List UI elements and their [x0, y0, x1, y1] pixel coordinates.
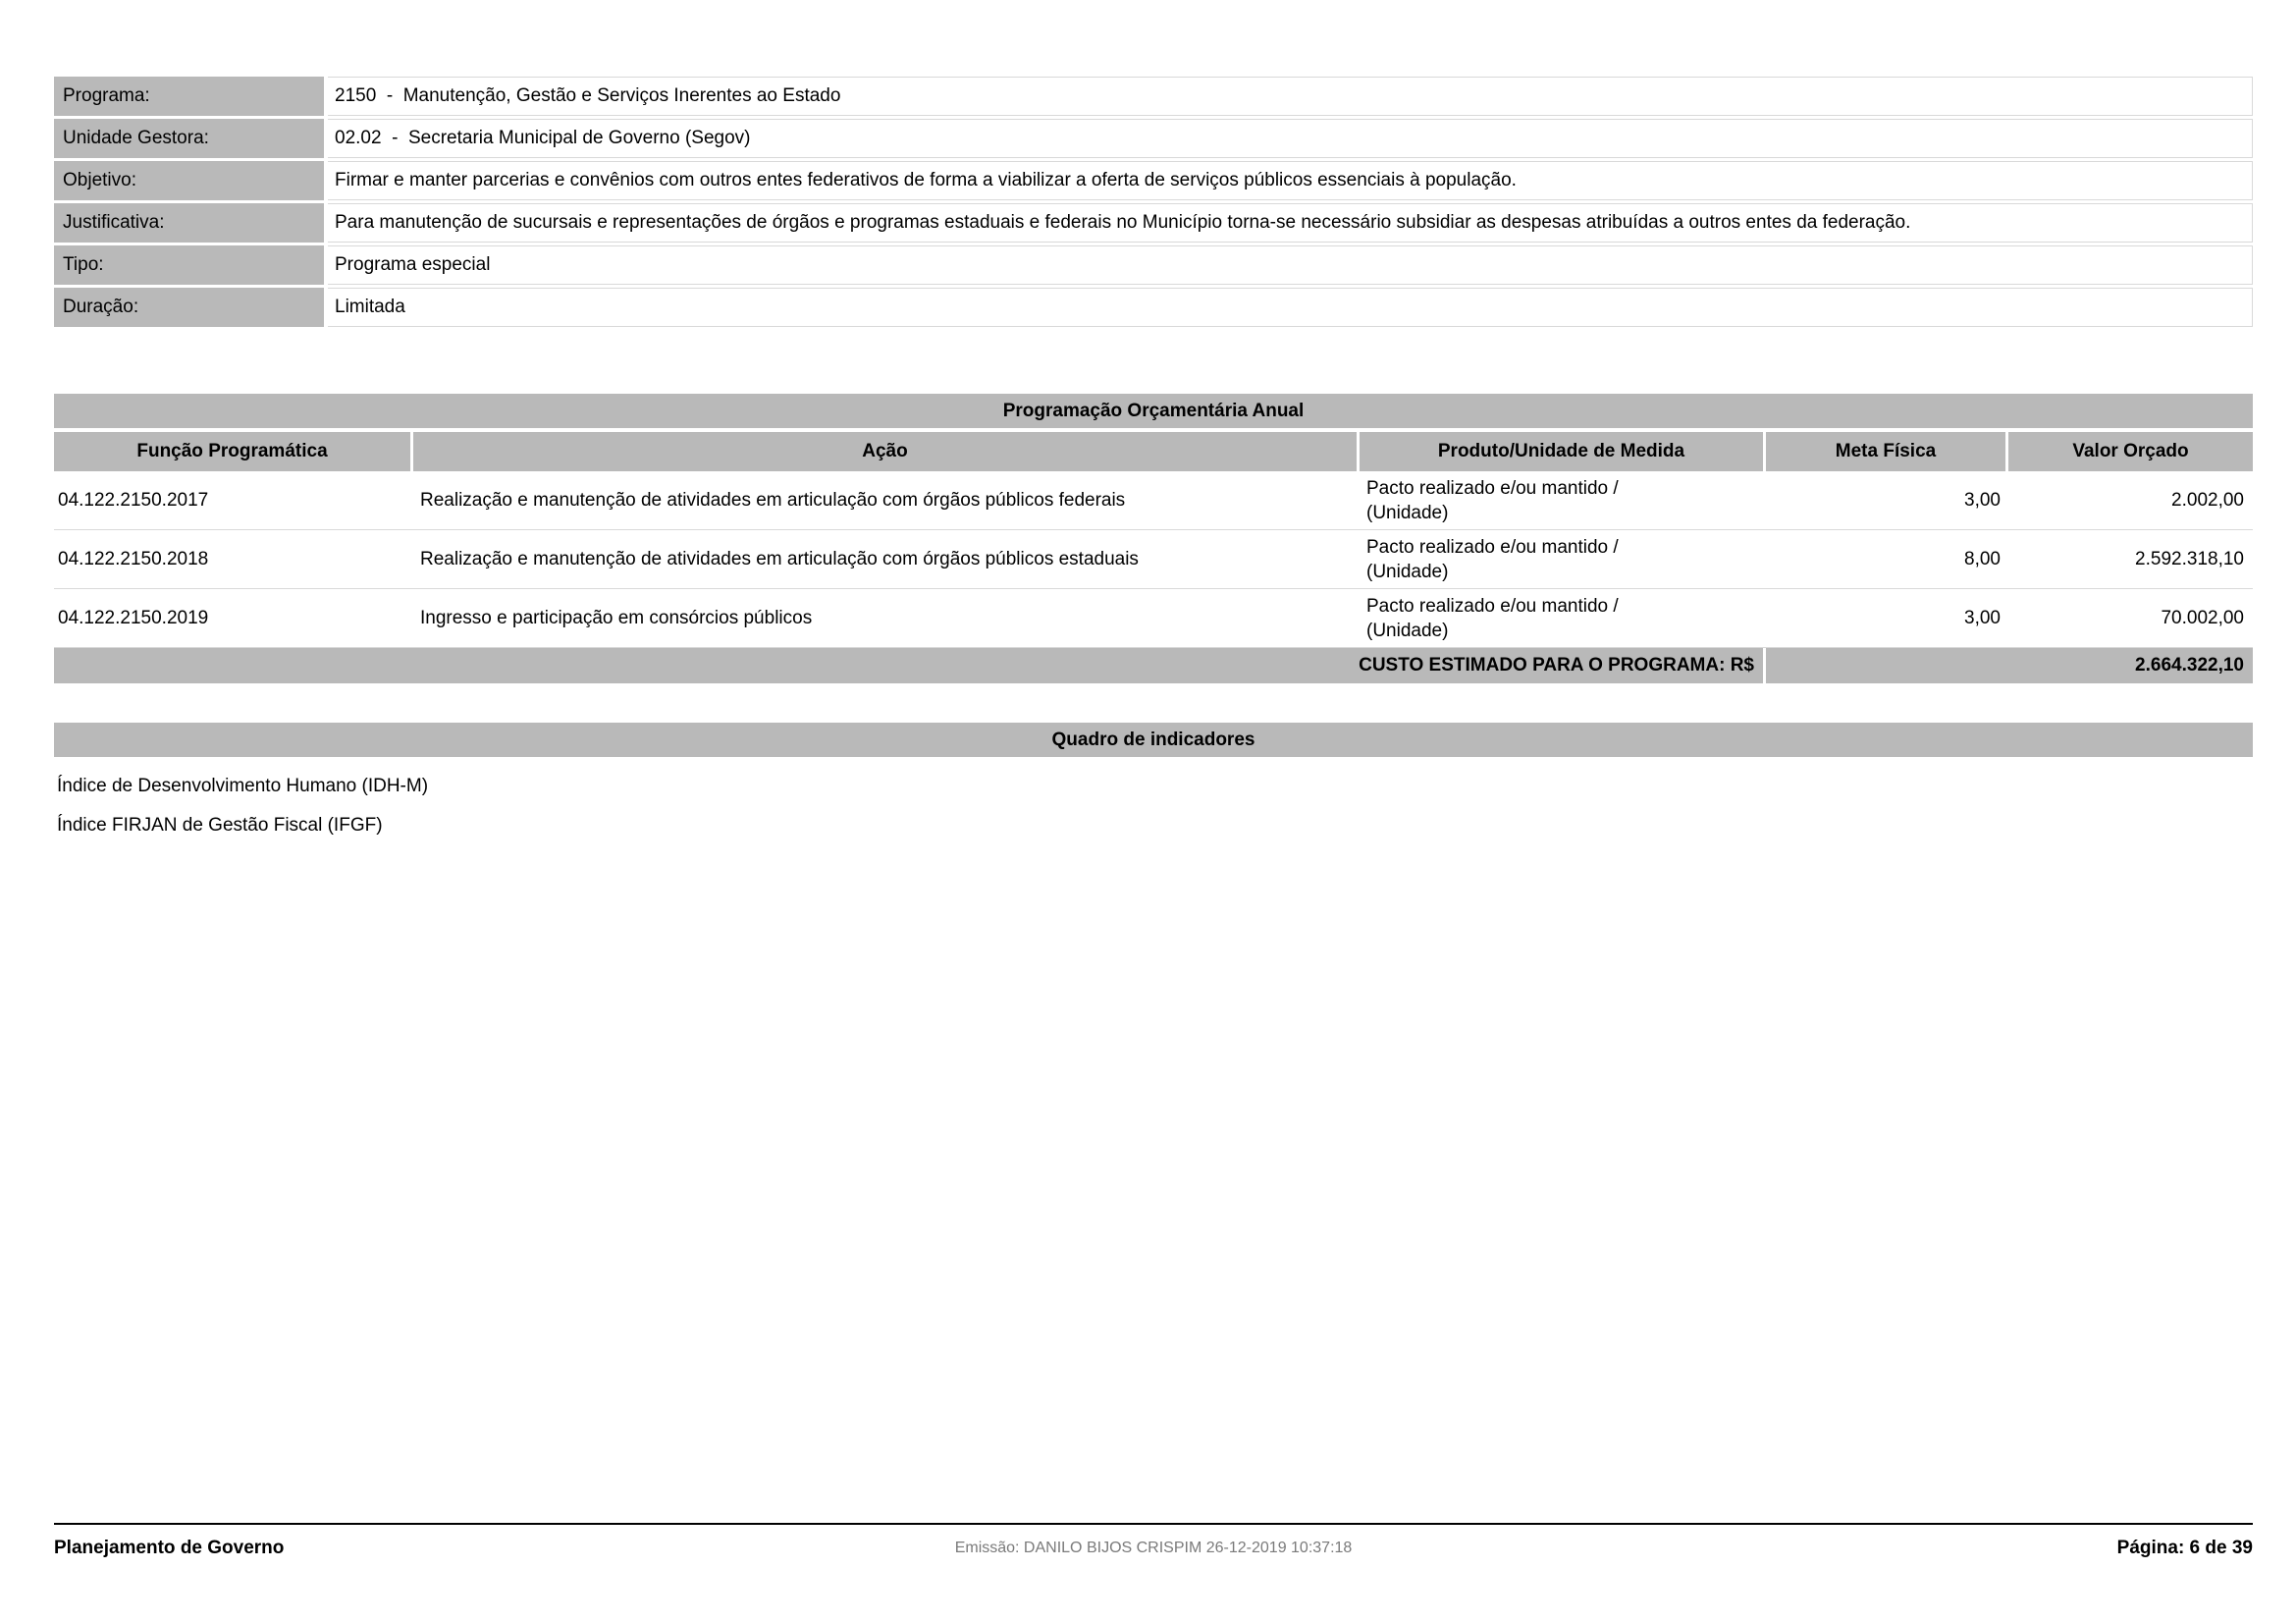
cell-produto [1360, 535, 1766, 584]
cell-meta: 3,00 [1964, 607, 2001, 628]
cell-meta: 8,00 [1964, 548, 2001, 569]
budget-table-header [54, 432, 2253, 471]
budget-total-row [54, 648, 2253, 683]
produto-line-1: Pacto realizado e/ou mantido / [1366, 536, 1619, 558]
cell-funcao: 04.122.2150.2018 [58, 548, 209, 569]
indicators-section [54, 723, 2253, 845]
indicator-list [54, 767, 2253, 845]
footer-report-name: Planejamento de Governo [54, 1538, 285, 1558]
info-value-programa: 2150 - Manutenção, Gestão e Serviços Inerentes ao Estado [328, 77, 2253, 116]
cell-meta: 3,00 [1964, 489, 2001, 511]
cell-produto [1360, 476, 1766, 525]
report-content [54, 0, 2253, 845]
list-item: Índice FIRJAN de Gestão Fiscal (IFGF) [57, 815, 383, 836]
info-value-unidade-gestora: 02.02 - Secretaria Municipal de Governo (Segov) [328, 119, 2253, 158]
col-header-produto-unidade: Produto/Unidade de Medida [1360, 432, 1766, 471]
info-label-objetivo: Objetivo: [54, 161, 324, 200]
info-label-unidade-gestora: Unidade Gestora: [54, 119, 324, 158]
budget-section-title: Programação Orçamentária Anual [54, 394, 2253, 428]
produto-line-2: (Unidade) [1366, 620, 1449, 641]
col-header-meta-fisica: Meta Física [1766, 432, 2008, 471]
info-value-tipo: Programa especial [328, 245, 2253, 285]
table-row [54, 530, 2253, 589]
cell-valor: 70.002,00 [2161, 607, 2244, 628]
info-value-justificativa: Para manutenção de sucursais e representações de órgãos e programas estaduais e federais no Município torna-se necessário subsidiar as despesas atribuídas a outros entes da federação. [328, 203, 2253, 243]
budget-section [54, 394, 2253, 683]
info-value-objetivo: Firmar e manter parcerias e convênios com outros entes federativos de forma a viabilizar a oferta de serviços públicos essenciais à população. [328, 161, 2253, 200]
info-value-duracao: Limitada [328, 288, 2253, 327]
produto-line-1: Pacto realizado e/ou mantido / [1366, 477, 1619, 499]
cell-valor: 2.592.318,10 [2135, 548, 2244, 569]
produto-line-1: Pacto realizado e/ou mantido / [1366, 595, 1619, 617]
col-header-valor-orcado: Valor Orçado [2008, 432, 2253, 471]
info-label-programa: Programa: [54, 77, 324, 116]
total-cost-value: 2.664.322,10 [1766, 648, 2253, 683]
col-header-funcao-programatica: Função Programática [54, 432, 413, 471]
cell-acao: Realização e manutenção de atividades em articulação com órgãos públicos federais [420, 489, 1126, 511]
footer-page-number: Página: 6 de 39 [2116, 1538, 2253, 1558]
cell-acao: Realização e manutenção de atividades em articulação com órgãos públicos estaduais [420, 548, 1139, 569]
col-header-acao: Ação [413, 432, 1360, 471]
table-row [54, 471, 2253, 530]
produto-line-2: (Unidade) [1366, 502, 1449, 523]
list-item: Índice de Desenvolvimento Humano (IDH-M) [57, 776, 429, 796]
table-row [54, 589, 2253, 648]
indicators-section-title: Quadro de indicadores [54, 723, 2253, 757]
page-footer [54, 1523, 2253, 1559]
program-info-table [54, 77, 2253, 327]
footer-emission-info: Emissão: DANILO BIJOS CRISPIM 26-12-2019 10:37:18 [954, 1540, 1353, 1556]
cell-acao: Ingresso e participação em consórcios públicos [420, 607, 813, 628]
produto-line-2: (Unidade) [1366, 561, 1449, 582]
total-cost-label: CUSTO ESTIMADO PARA O PROGRAMA: R$ [54, 648, 1766, 683]
cell-funcao: 04.122.2150.2019 [58, 607, 209, 628]
cell-funcao: 04.122.2150.2017 [58, 489, 209, 511]
info-label-justificativa: Justificativa: [54, 203, 324, 243]
cell-produto [1360, 594, 1766, 643]
info-label-duracao: Duração: [54, 288, 324, 327]
info-label-tipo: Tipo: [54, 245, 324, 285]
footer-row [54, 1538, 2253, 1559]
cell-valor: 2.002,00 [2171, 489, 2244, 511]
